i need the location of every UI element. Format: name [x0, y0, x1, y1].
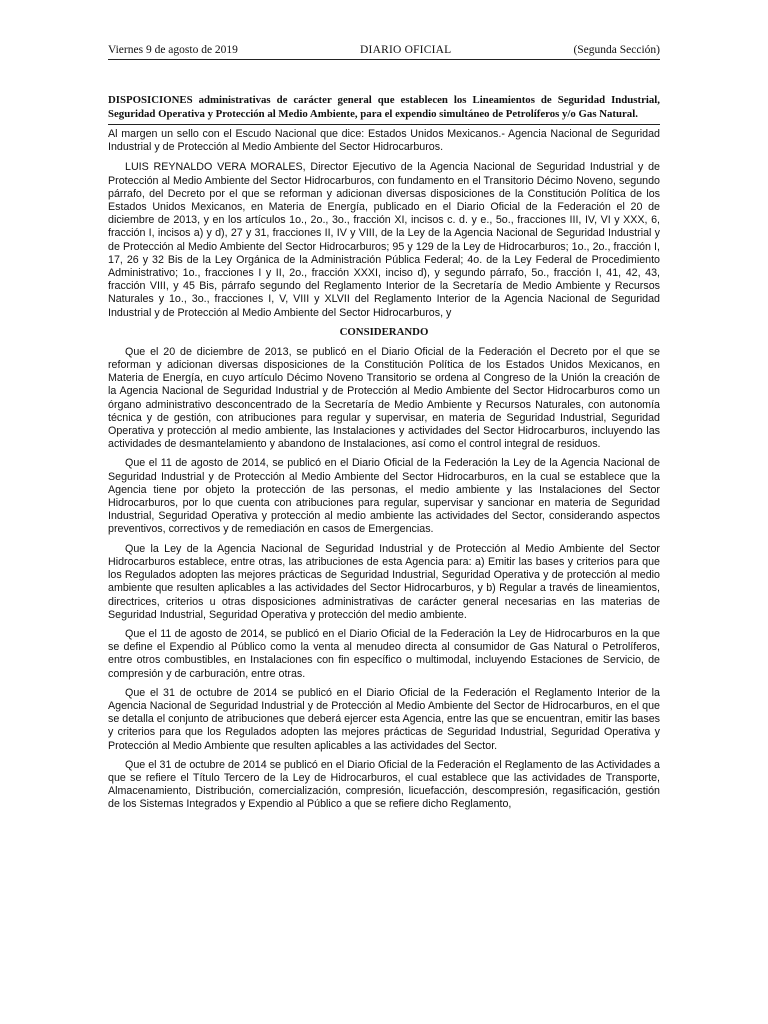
considerando-heading: CONSIDERANDO: [339, 325, 429, 338]
document-title: DISPOSICIONES administrativas de carácter general que establecen los Lineamientos de Seguridad Industrial, Seguridad Operativa y Protección al Medio Ambiente, para el expendio simultáneo de Petrolíferos y/o Gas Natural.: [108, 94, 660, 125]
considerando-body: [108, 346, 660, 812]
header-date: Viernes 9 de agosto de 2019: [108, 44, 238, 56]
header-section: (Segunda Sección): [573, 44, 660, 56]
considerando-paragraph: Que el 20 de diciembre de 2013, se publicó en el Diario Oficial de la Federación el Decreto por el que se reforman y adicionan diversas disposiciones de la Constitución Política de los Estados Unidos Mexicanos, en Materia de Energía, en cuyo artículo Décimo Noveno Transitorio se ordena al Congreso de la Unión la creación de la Agencia Nacional de Seguridad Industrial y de Protección al Medio Ambiente del Sector Hidrocarburos como un órgano administrativo desconcentrado de la Secretaría de Medio Ambiente y Recursos Naturales, con autonomía técnica y de gestión, con atribuciones para regular y supervisar, en materia de Seguridad Industrial, Seguridad Operativa y protección al medio ambiente, las Instalaciones y actividades del Sector Hidrocarburos, incluyendo las actividades de desmantelamiento y abandono de Instalaciones, así como el control integral de residuos.: [108, 345, 660, 451]
considerando-paragraph: Que el 31 de octubre de 2014 se publicó en el Diario Oficial de la Federación el Reglamento de las Actividades a que se refiere el Título Tercero de la Ley de Hidrocarburos, el cual establece que las actividades de Transporte, Almacenamiento, Distribución, comercialización, compresión, licuefacción, descompresión, regasificación, gestión de los Sistemas Integrados y Expendio al Público a que se refiere dicho Reglamento,: [108, 758, 660, 811]
header-publication: DIARIO OFICIAL: [360, 44, 452, 56]
considerando-paragraph: Que la Ley de la Agencia Nacional de Seguridad Industrial y de Protección al Medio Ambiente del Sector Hidrocarburos establece, entre otras, las atribuciones de esta Agencia para: a) Emitir las bases y criterios para que los Regulados adopten las mejores prácticas de Seguridad Industrial, Seguridad Operativa y de protección al medio ambiente que resulten aplicables a las actividades del Sector Hidrocarburos, y b) Regular a través de lineamientos, directrices, criterios u otras disposiciones administrativas de carácter general necesarias en las materias de Seguridad Industrial, Seguridad Operativa y protección del medio ambiente.: [108, 542, 660, 621]
considerando-paragraph: Que el 11 de agosto de 2014, se publicó en el Diario Oficial de la Federación la Ley de Hidrocarburos en la que se define el Expendio al Público como la venta al menudeo directa al consumidor de Gas Natural o Petrolíferos, entre otros combustibles, en Instalaciones con fin específico o multimodal, incluyendo Estaciones de Servicio, de compresión y de carburación, entre otras.: [108, 627, 660, 680]
intro-paragraph: Al margen un sello con el Escudo Nacional que dice: Estados Unidos Mexicanos.- Agencia Nacional de Seguridad Industrial y de Protección al Medio Ambiente del Sector Hidrocarburos.: [108, 128, 660, 154]
considerando-paragraph: Que el 31 de octubre de 2014 se publicó en el Diario Oficial de la Federación el Reglamento Interior de la Agencia Nacional de Seguridad Industrial y de Protección al Medio Ambiente del Sector de Hidrocarburos, en el que se detalla el conjunto de atribuciones que deberá ejercer esta Agencia, entre las que se encuentran, emitir las bases y criterios para que los Regulados adopten las mejores prácticas de Seguridad Industrial, Seguridad Operativa y Protección al Medio Ambiente que resulten aplicables a las actividades del Sector.: [108, 686, 660, 752]
considerando-paragraph: Que el 11 de agosto de 2014, se publicó en el Diario Oficial de la Federación la Ley de la Agencia Nacional de Seguridad Industrial y de Protección al Medio Ambiente del Sector Hidrocarburos, en la cual se establece que la Agencia tiene por objeto la protección de las personas, el medio ambiente y las Instalaciones del Sector Hidrocarburos, por lo que cuenta con atribuciones para regular, supervisar y sancionar en materia de Seguridad Industrial, Seguridad Operativa y protección al medio ambiente las actividades del Sector, considerando aspectos preventivos, correctivos y de remediación en casos de Emergencias.: [108, 457, 660, 536]
page-header: [108, 44, 660, 60]
preamble-paragraph: LUIS REYNALDO VERA MORALES, Director Ejecutivo de la Agencia Nacional de Seguridad Industrial y de Protección al Medio Ambiente del Sector Hidrocarburos, con fundamento en el Transitorio Décimo Noveno, segundo párrafo, del Decreto por el que se reforman y adicionan diversas disposiciones de la Constitución Política de los Estados Unidos Mexicanos, en Materia de Energía, publicado en el Diario Oficial de la Federación el 20 de diciembre de 2013, y en los artículos 1o., 2o., 3o., fracción XI, incisos c. d. y e., 5o., fracciones III, IV, VI y XXX, 6, fracción I, incisos a) y d), 27 y 31, fracciones II, IV y VIII, de la Ley de la Agencia Nacional de Seguridad Industrial y de Protección al Medio Ambiente del Sector Hidrocarburos; 95 y 129 de la Ley de Hidrocarburos; 1o., 2o., fracción I, 17, 26 y 32 Bis de la Ley Orgánica de la Administración Pública Federal; 4o. de la Ley Federal de Procedimiento Administrativo; 1o., fracciones I y II, 2o., fracción XXXI, inciso d), y segundo párrafo, 5o., fracción I, 41, 42, 43, fracción VIII, y 45 Bis, párrafo segundo del Reglamento Interior de la Secretaría de Medio Ambiente y Recursos Naturales y 1o., 3o., fracciones I, V, VIII y XLVII del Reglamento Interior de la Agencia Nacional de Seguridad Industrial y de Protección al Medio Ambiente del Sector Hidrocarburos, y: [108, 161, 660, 319]
